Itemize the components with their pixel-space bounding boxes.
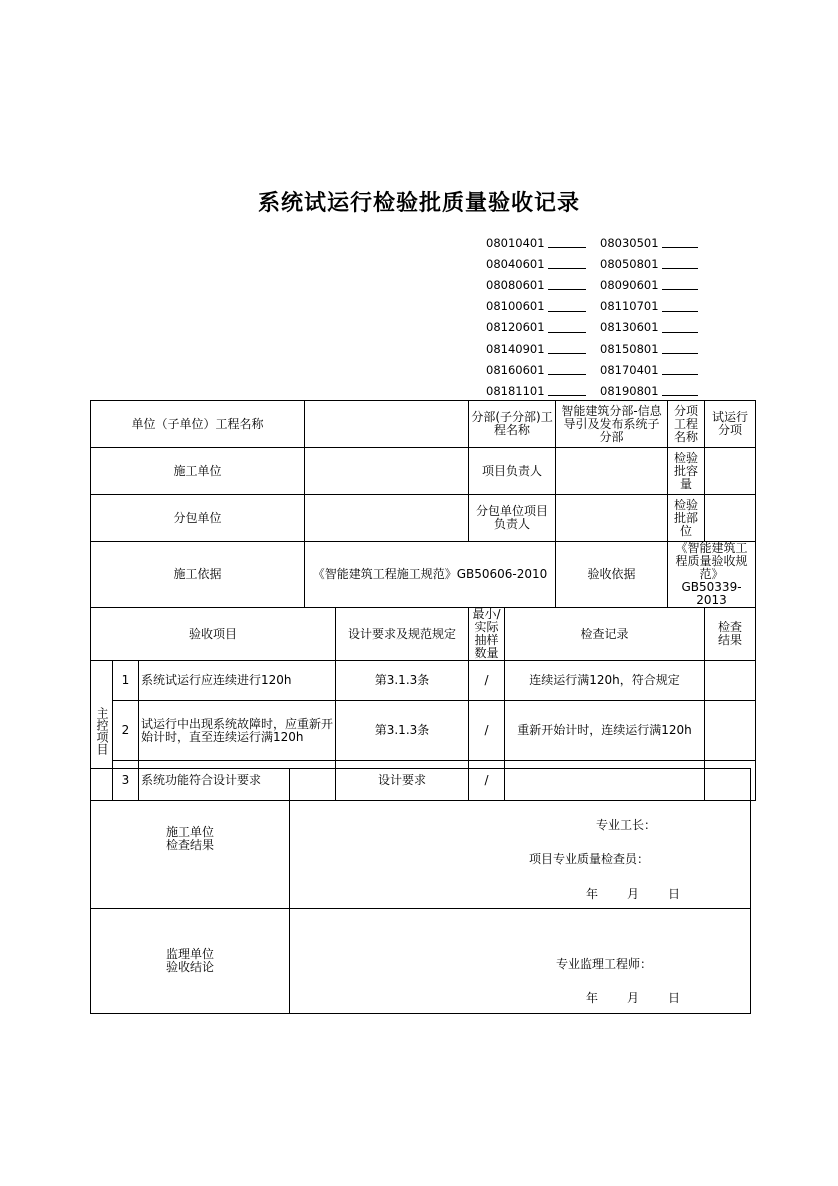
code-row [486,359,698,380]
code-row [486,296,698,317]
year-label: 年 [586,991,599,1005]
code: 08050801 [600,256,659,271]
code: 08140901 [486,341,545,356]
blank-line [662,385,698,396]
code: 08100601 [486,299,545,314]
blank-line [548,322,586,333]
construction-check-box[interactable] [290,769,751,909]
item-result[interactable] [705,701,756,761]
main-control-label: 主控项目 [91,661,113,801]
code: 08090601 [600,277,659,292]
supervision-label-text: 监理单位验收结论 [165,947,214,974]
item-number: 2 [113,701,139,761]
item-number: 1 [113,661,139,701]
item-result[interactable] [705,661,756,701]
blank-line [548,237,586,248]
code: 08080601 [486,277,545,292]
item-sample: / [469,661,505,701]
item-record: 重新开始计时，连续运行满120h [505,701,705,761]
code: 08010401 [486,235,545,250]
subdivision-label: 分部(子分部)工程名称 [469,401,556,448]
page-title: 系统试运行检验批质量验收记录 [257,190,580,216]
subcontractor-label: 分包单位 [91,495,305,542]
col-item-header: 验收项目 [91,608,336,661]
code-row [486,380,698,401]
blank-line [662,364,698,375]
blank-line [548,343,586,354]
item-number: 3 [113,761,139,801]
blank-line [662,343,698,354]
code-row [486,274,698,295]
code: 08030501 [600,235,659,250]
inspector-label: 项目专业质量检查员： [529,852,650,866]
code: 08110701 [600,299,659,314]
blank-line [548,385,586,396]
code: 08130601 [600,320,659,335]
blank-line [548,279,586,290]
sub-manager-value[interactable] [556,495,668,542]
blank-line [662,237,698,248]
construction-date [586,885,680,902]
item-design: 第3.1.3条 [336,661,469,701]
project-manager-value[interactable] [556,448,668,495]
day-label: 日 [668,991,681,1005]
code: 08040601 [486,256,545,271]
blank-line [662,301,698,312]
item-record: 连续运行满120h，符合规定 [505,661,705,701]
item-description: 系统功能符合设计要求 [139,761,336,801]
unit-name-label: 单位（子单位）工程名称 [91,401,305,448]
item-sample: / [469,761,505,801]
subdivision-value[interactable]: 智能建筑分部-信息导引及发布系统子分部 [556,401,668,448]
supervision-box[interactable] [290,909,751,1014]
blank-line [548,364,586,375]
code-row [486,338,698,359]
project-manager-label: 项目负责人 [469,448,556,495]
sub-manager-label: 分包单位项目负责人 [469,495,556,542]
construction-check-label-text: 施工单位检查结果 [165,824,214,852]
month-label: 月 [627,991,640,1005]
col-sample-header: 最小/实际抽样数量 [469,608,505,661]
code: 08170401 [600,362,659,377]
foreman-label: 专业工长： [596,818,657,832]
blank-line [662,322,698,333]
blank-line [548,301,586,312]
subcontractor-value[interactable] [305,495,469,542]
blank-line [662,258,698,269]
code: 08120601 [486,320,545,335]
item-description: 试运行中出现系统故障时，应重新开始计时，直至连续运行满120h [139,701,336,761]
construction-basis-label: 施工依据 [91,542,305,608]
supervising-engineer-label: 专业监理工程师： [556,957,653,971]
month-label: 月 [627,887,640,901]
day-label: 日 [668,887,681,901]
code: 08181101 [486,383,545,398]
acceptance-basis-value: 《智能建筑工程质量验收规范》GB50339-2013 [668,542,756,608]
supervision-label [91,909,290,1014]
construction-check-label [91,769,290,909]
year-label: 年 [586,887,599,901]
code-row [486,253,698,274]
supervision-date [586,989,680,1006]
inspection-table [90,400,756,801]
batch-capacity-label: 检验批容量 [668,448,705,495]
blank-line [662,279,698,290]
unit-name-value[interactable] [305,401,469,448]
col-design-header: 设计要求及规范规定 [336,608,469,661]
item-design: 设计要求 [336,761,469,801]
signature-table [90,768,751,1014]
inspection-code-list [486,232,698,402]
item-description: 系统试运行应连续进行120h [139,661,336,701]
col-result-header: 检查结果 [705,608,756,661]
code: 08190801 [600,383,659,398]
item-design: 第3.1.3条 [336,701,469,761]
constructor-label: 施工单位 [91,448,305,495]
batch-part-label: 检验批部位 [668,495,705,542]
construction-basis-value: 《智能建筑工程施工规范》GB50606-2010 [305,542,556,608]
acceptance-basis-label: 验收依据 [556,542,668,608]
batch-part-value[interactable] [705,495,756,542]
code-row [486,317,698,338]
code: 08150801 [600,341,659,356]
code-row [486,232,698,253]
item-name-value[interactable]: 试运行分项 [705,401,756,448]
blank-line [548,258,586,269]
code: 08160601 [486,362,545,377]
col-record-header: 检查记录 [505,608,705,661]
item-name-label: 分项工程名称 [668,401,705,448]
item-sample: / [469,701,505,761]
constructor-value[interactable] [305,448,469,495]
batch-capacity-value[interactable] [705,448,756,495]
